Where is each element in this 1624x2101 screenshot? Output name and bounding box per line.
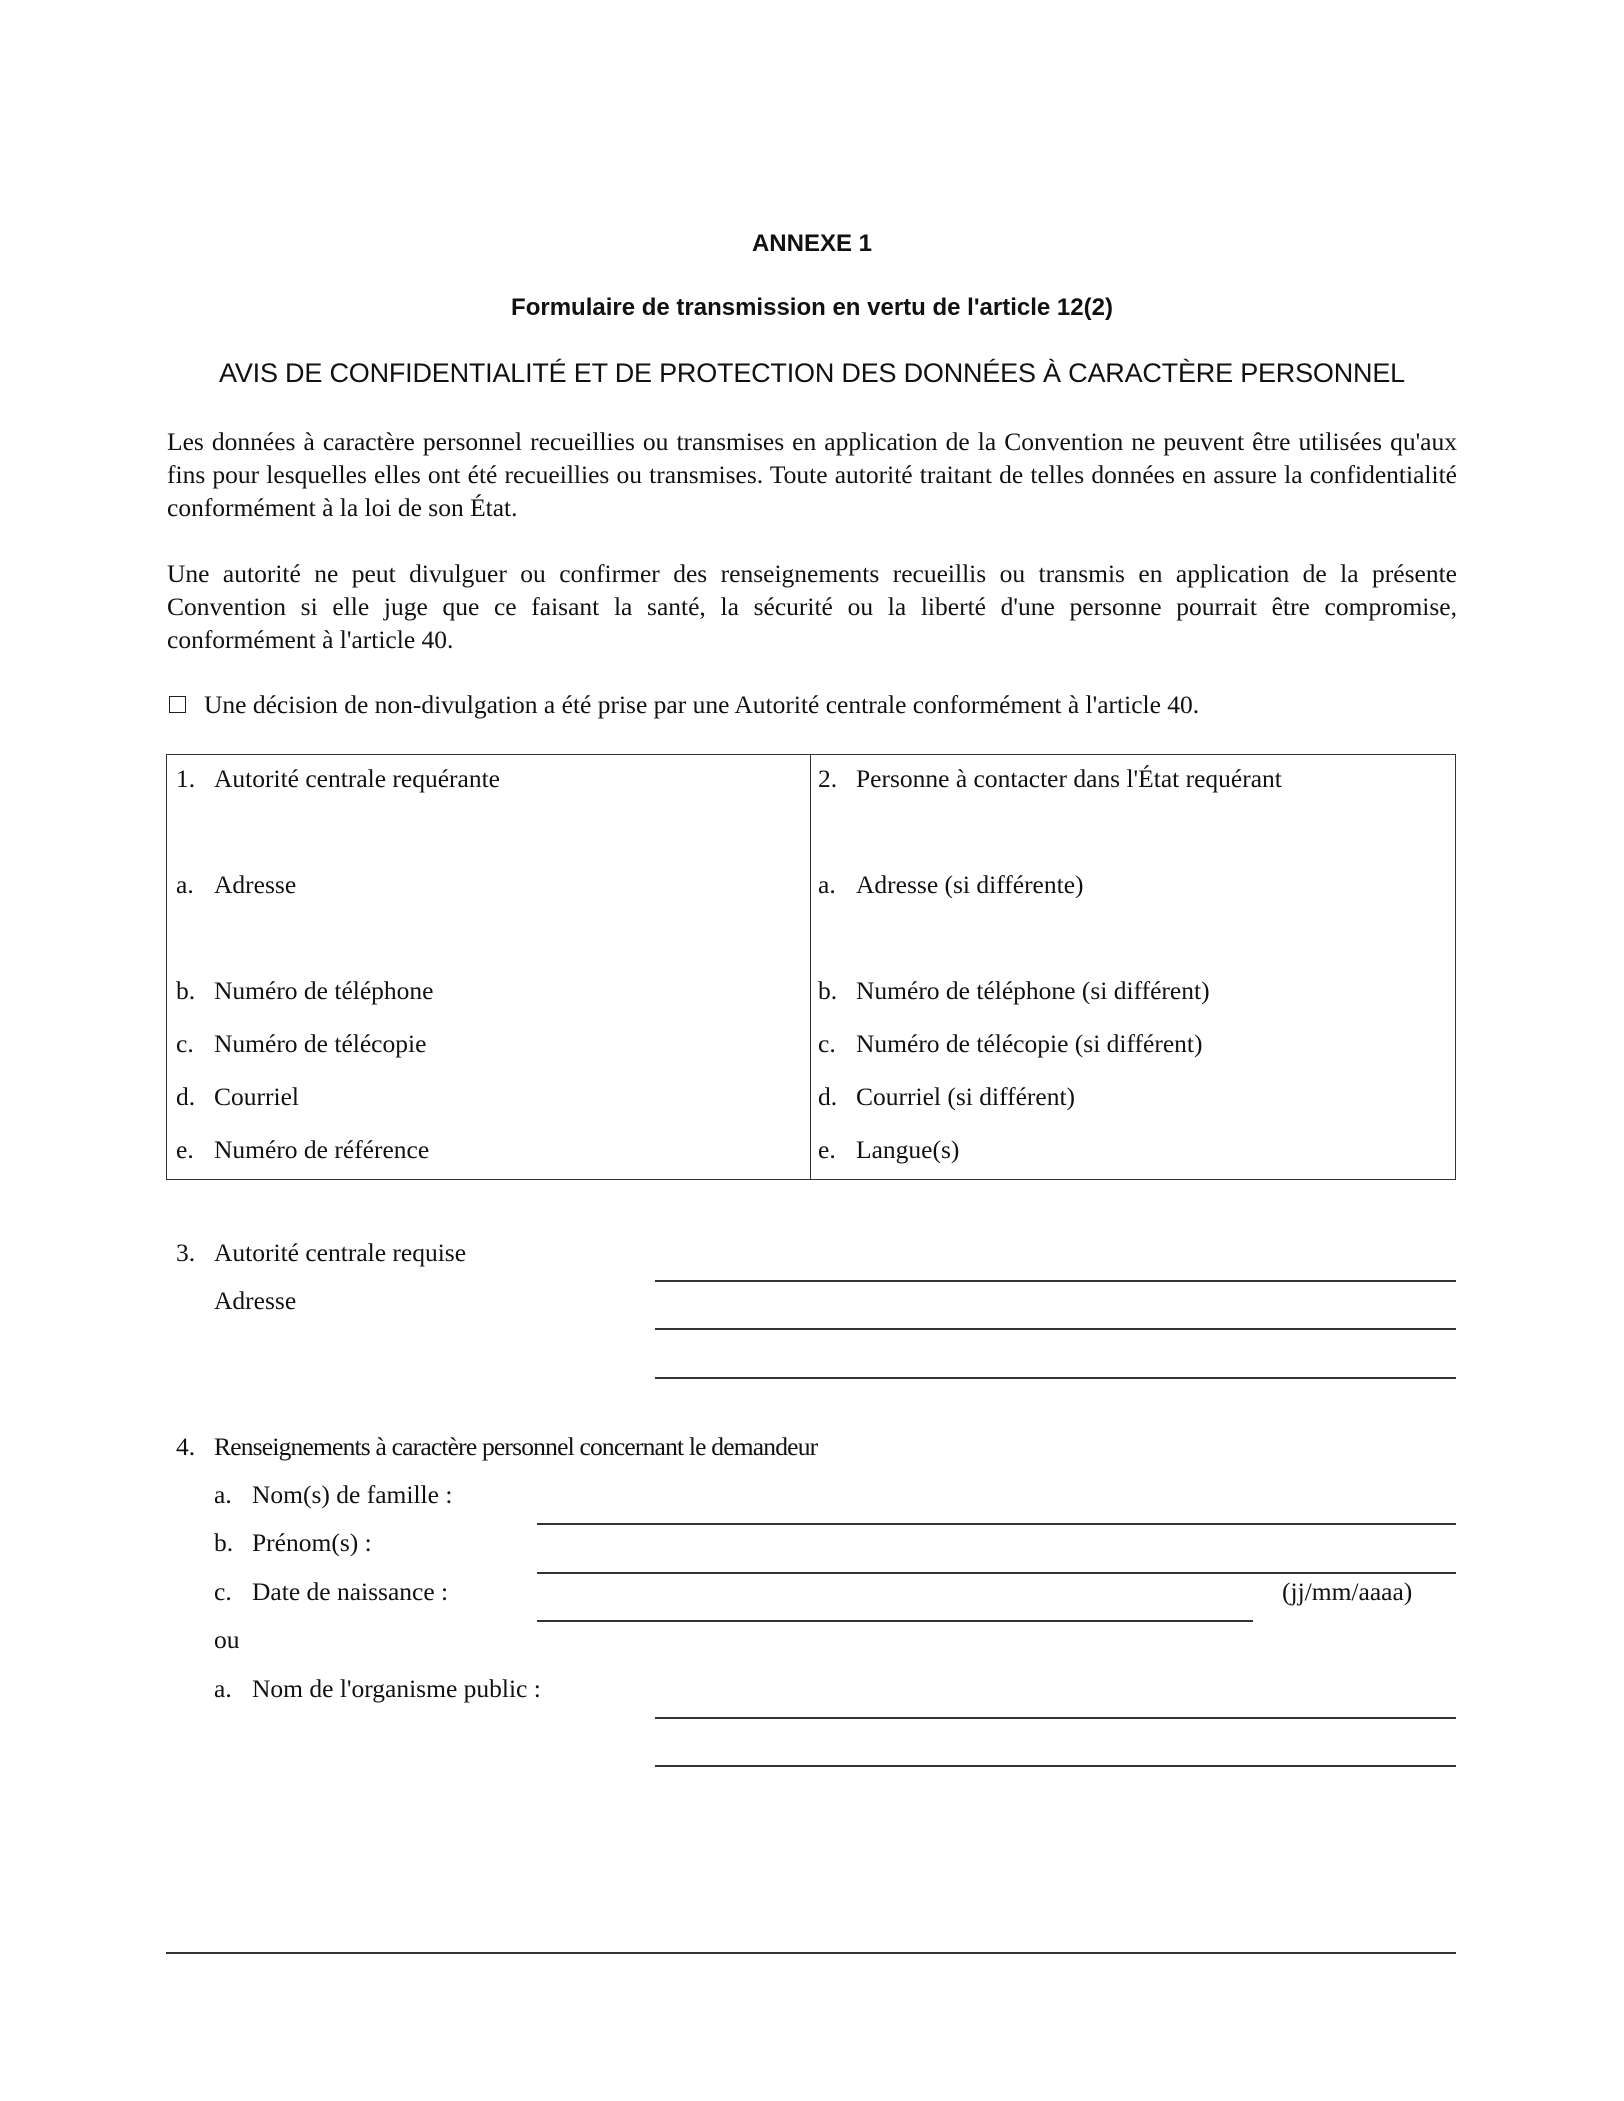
item-number: 1. — [176, 764, 196, 793]
field-label: Nom(s) de famille : — [252, 1480, 453, 1509]
address-line-2[interactable] — [655, 1377, 1456, 1379]
non-disclosure-row — [167, 688, 1199, 721]
item-label: Langue(s) — [856, 1135, 960, 1164]
item-letter: e. — [818, 1135, 836, 1164]
item-letter: a. — [176, 870, 194, 899]
item-label: Autorité centrale requérante — [214, 764, 501, 793]
section-label: Renseignements à caractère personnel concernant le demandeur — [214, 1432, 818, 1461]
item-label: Adresse — [214, 870, 297, 899]
item-label: Numéro de télécopie — [214, 1029, 427, 1058]
non-disclosure-label: Une décision de non-divulgation a été prise par une Autorité centrale conformément à l'article 40. — [204, 690, 1200, 719]
left-field-phone[interactable] — [176, 976, 434, 1006]
or-label: ou — [214, 1625, 240, 1654]
field-letter: a. — [214, 1674, 232, 1703]
item-label: Courriel — [214, 1082, 299, 1111]
right-field-language[interactable] — [818, 1135, 959, 1165]
field-letter: b. — [214, 1528, 234, 1557]
item-letter: a. — [818, 870, 836, 899]
item-label: Personne à contacter dans l'État requérant — [856, 764, 1282, 793]
public-body-input-2[interactable] — [655, 1765, 1456, 1767]
section-3-title — [176, 1238, 466, 1268]
left-field-email[interactable] — [176, 1082, 299, 1112]
birth-date-input[interactable] — [537, 1620, 1253, 1622]
notice-paragraph-2: Une autorité ne peut divulguer ou confirmer des renseignements recueillis ou transmis en application de la présente Convention si elle juge que ce faisant la santé, la sécurité ou la liberté d'une personne pourrait être compromise, conformément à l'article 40. — [167, 559, 1457, 654]
notice-title: AVIS DE CONFIDENTIALITÉ ET DE PROTECTION DES DONNÉES À CARACTÈRE PERSONNEL — [219, 358, 1405, 388]
field-label: Date de naissance : — [252, 1577, 449, 1606]
item-label: Numéro de référence — [214, 1135, 430, 1164]
requesting-authority-title — [176, 764, 500, 794]
left-field-reference[interactable] — [176, 1135, 429, 1165]
field-letter: c. — [214, 1577, 232, 1606]
address-line-1[interactable] — [655, 1328, 1456, 1330]
item-letter: c. — [818, 1029, 836, 1058]
field-letter: a. — [214, 1480, 232, 1509]
item-letter: c. — [176, 1029, 194, 1058]
item-number: 2. — [818, 764, 838, 793]
item-letter: e. — [176, 1135, 194, 1164]
first-name-input[interactable] — [537, 1572, 1456, 1574]
birth-date-label — [214, 1577, 448, 1607]
field-label: Prénom(s) : — [252, 1528, 372, 1557]
form-title: Formulaire de transmission en vertu de l'article 12(2) — [511, 294, 1113, 321]
left-field-address[interactable] — [176, 870, 296, 900]
birth-date-format-hint: (jj/mm/aaaa) — [1282, 1577, 1413, 1606]
public-body-input-1[interactable] — [655, 1717, 1456, 1719]
field-label: Nom de l'organisme public : — [252, 1674, 541, 1703]
notice-paragraph-1: Les données à caractère personnel recueillies ou transmises en application de la Convention ne peuvent être utilisées qu'aux fins pour lesquelles elles ont été recueillies ou transmises. Toute autorité traitant de telles données en assure la confidentialité conformément à la loi de son État. — [167, 427, 1457, 522]
item-letter: b. — [176, 976, 196, 1005]
section-label: Autorité centrale requise — [214, 1238, 467, 1267]
item-label: Numéro de téléphone — [214, 976, 434, 1005]
item-label: Numéro de téléphone (si différent) — [856, 976, 1210, 1005]
item-letter: d. — [818, 1082, 838, 1111]
right-field-address[interactable] — [818, 870, 1084, 900]
contact-person-title — [818, 764, 1282, 794]
family-name-label — [214, 1480, 452, 1510]
table-divider — [810, 754, 811, 1180]
item-label: Adresse (si différente) — [856, 870, 1084, 899]
family-name-input[interactable] — [537, 1523, 1456, 1525]
item-label: Courriel (si différent) — [856, 1082, 1076, 1111]
item-letter: d. — [176, 1082, 196, 1111]
first-name-label — [214, 1528, 372, 1558]
item-label: Numéro de télécopie (si différent) — [856, 1029, 1203, 1058]
annex-heading: ANNEXE 1 — [751, 230, 873, 257]
right-field-fax[interactable] — [818, 1029, 1202, 1059]
section-number: 4. — [176, 1432, 196, 1461]
left-field-fax[interactable] — [176, 1029, 426, 1059]
requested-authority-line[interactable] — [655, 1280, 1456, 1282]
right-field-email[interactable] — [818, 1082, 1075, 1112]
section-4-title — [176, 1432, 817, 1462]
section-number: 3. — [176, 1238, 196, 1267]
public-body-label — [214, 1674, 541, 1704]
non-disclosure-checkbox[interactable] — [169, 696, 186, 713]
footer-divider — [166, 1952, 1456, 1954]
section-3-address-label: Adresse — [214, 1286, 297, 1315]
right-field-phone[interactable] — [818, 976, 1210, 1006]
item-letter: b. — [818, 976, 838, 1005]
contact-table — [166, 754, 1456, 1180]
